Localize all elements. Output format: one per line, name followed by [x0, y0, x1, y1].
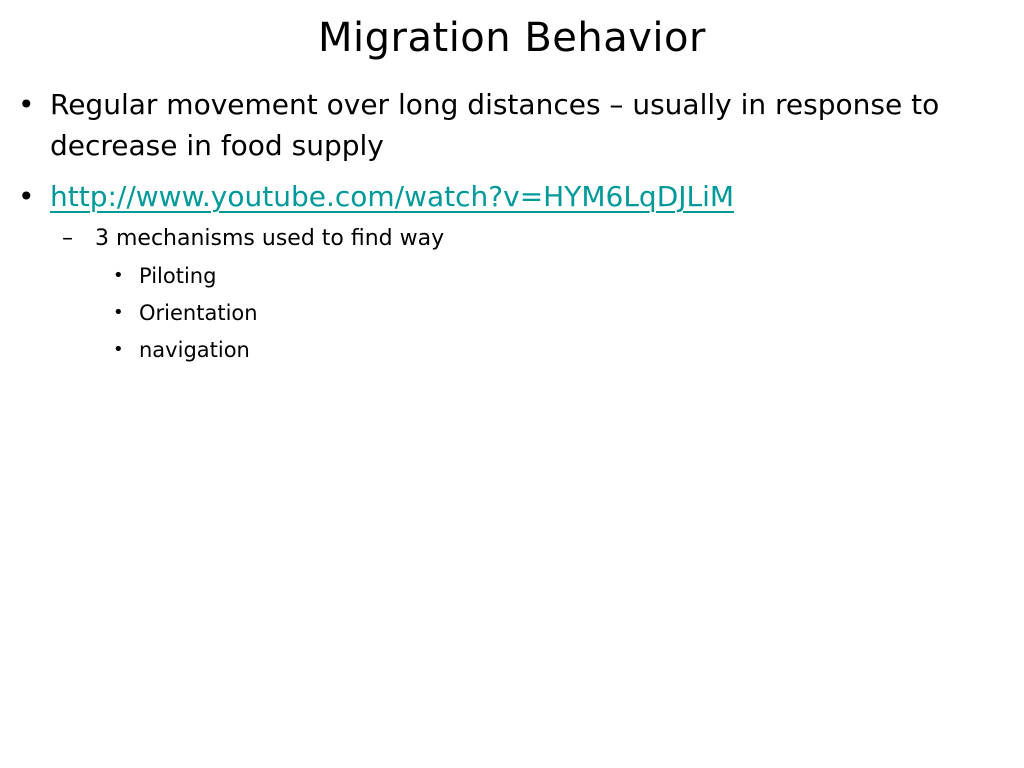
bullet-marker: •: [113, 339, 124, 360]
sub-sub-bullet-orientation: [113, 298, 258, 328]
sub-sub-bullet-piloting: [113, 261, 216, 291]
bullet-text: Regular movement over long distances – usually in response to decrease in food supply: [50, 88, 940, 162]
bullet-item-video-link: [18, 176, 998, 217]
sub-sub-bullet-navigation: [113, 335, 250, 365]
slide-title: Migration Behavior: [318, 15, 706, 61]
sub-sub-bullet-text: navigation: [139, 338, 250, 362]
youtube-video-link[interactable]: http://www.youtube.com/watch?v=HYM6LqDJLiM: [50, 180, 735, 213]
bullet-marker: •: [113, 302, 124, 323]
sub-sub-bullet-text: Orientation: [139, 301, 258, 325]
dash-marker: –: [62, 226, 73, 251]
bullet-item-regular-movement: [18, 84, 998, 166]
bullet-marker: •: [18, 88, 35, 121]
bullet-marker: •: [113, 265, 124, 286]
sub-bullet-text: 3 mechanisms used to find way: [95, 226, 445, 251]
sub-bullet-mechanisms: [62, 223, 444, 255]
bullet-marker: •: [18, 180, 35, 213]
sub-sub-bullet-text: Piloting: [139, 264, 217, 288]
